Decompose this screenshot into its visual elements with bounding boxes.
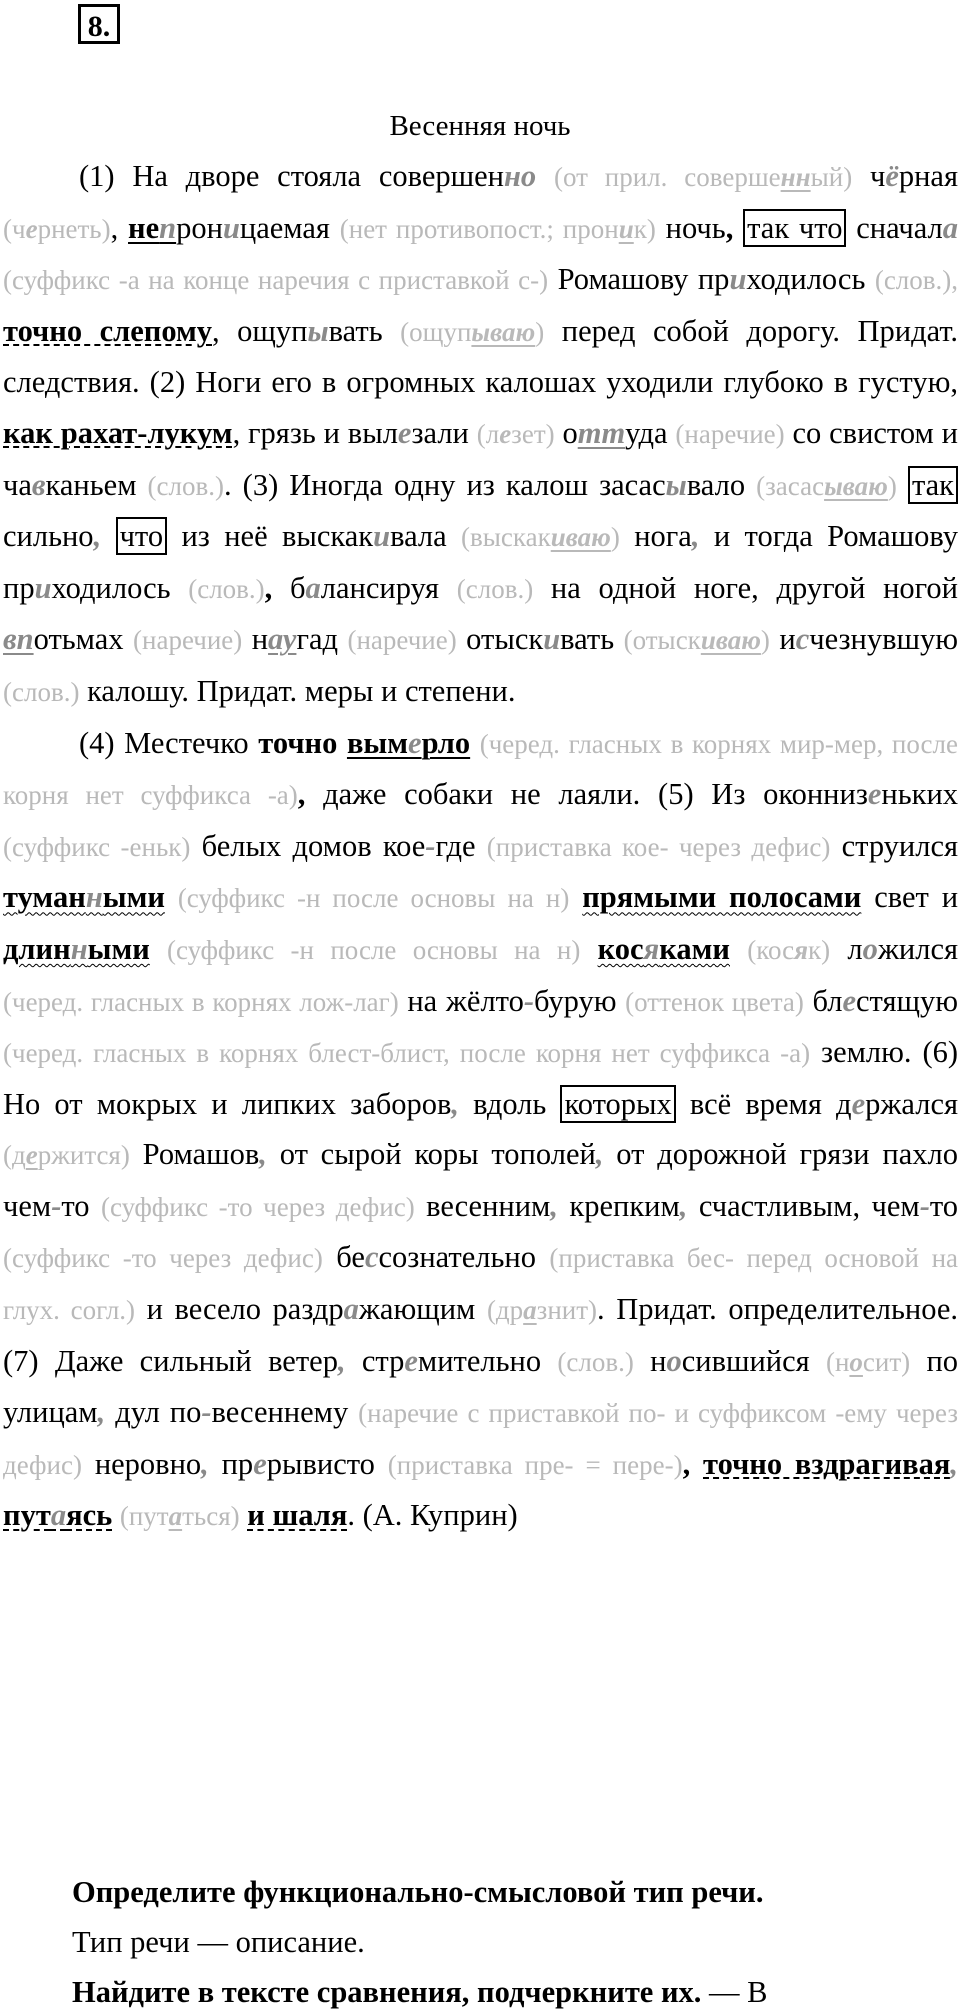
text-body [3, 151, 958, 1542]
word-box: так [908, 466, 958, 504]
paragraph-1: (1) На дворе стояла совершенно (от прил. совершенный) чёрная (чернеть), непроницаемая (нет противопост.; проник) ночь, так что сначала (суффикс -а на конце наречия с приставкой с-) Ромашову приходилось (слов.), точно слепому, ощупывать (ощупываю) перед собой дорогу. Придат. следствия. (2) Ноги его в огромных калошах уходили глубоко в густую, как рахат-лукум, грязь и вылезали (лезет) оттуда (наречие) со свистом и чавканьем (слов.). (3) Иногда одну из калош засасывало (засасываю) так сильно, что из неё выскакивала (выскакиваю) нога, и тогда Ромашову приходилось (слов.), балансируя (слов.) на одной ноге, другой ногой впотьмах (наречие) наугад (наречие) отыскивать (отыскиваю) исчезнувшую (слов.) калошу. Придат. меры и степени. [3, 159, 959, 708]
question-2: Найдите в тексте сравнения, подчеркните их. — В [72, 1975, 768, 2009]
comparison: как рахат-лукум [3, 415, 233, 450]
question-1: Определите функционально-смысловой тип речи. [72, 1875, 764, 1909]
word-box: что [116, 517, 168, 555]
task-number: 8. [78, 4, 120, 44]
answer-1: Тип речи — описание. [72, 1925, 365, 1959]
conjunction-box: так что [743, 209, 846, 247]
paragraph-2: (4) Местечко точно вымерло (черед. гласных в корнях мир-мер, после корня нет суффикса -а), даже собаки не лаяли. (5) Из оконнизеньких (суффикс -еньк) белых домов кое-где (приставка кое- через дефис) струился туманными (суффикс -н после основы на н) прямыми полосами свет и длинными (суффикс -н после основы на н) косяками (косяк) ложился (черед. гласных в корнях лож-лаг) на жёлто-бурую (оттенок цвета) блестящую (черед. гласных в корнях блест-блист, после корня нет суффикса -а) землю. (6) Но от мокрых и липких заборов, вдоль которых всё время держался (держится) Ромашов, от сырой коры тополей, от дорожной грязи пахло чем-то (суффикс -то через дефис) весенним, крепким, счастливым, чем-то (суффикс -то через дефис) бессознательно (приставка бес- перед основой на глух. согл.) и весело раздражающим (дразнит). Придат. определительное. (7) Даже сильный ветер, стремительно (слов.) носившийся (носит) по улицам, дул по-весеннему (наречие с приставкой по- и суффиксом -ему через дефис) неровно, прерывисто (приставка пре- = пере-), точно вздрагивая, путаясь (путаться) и шаля. (А. Куприн) [3, 725, 959, 1533]
word-box: которых [560, 1085, 675, 1123]
comparison: точно слепому [3, 313, 213, 348]
text-title: Весенняя ночь [389, 110, 571, 142]
